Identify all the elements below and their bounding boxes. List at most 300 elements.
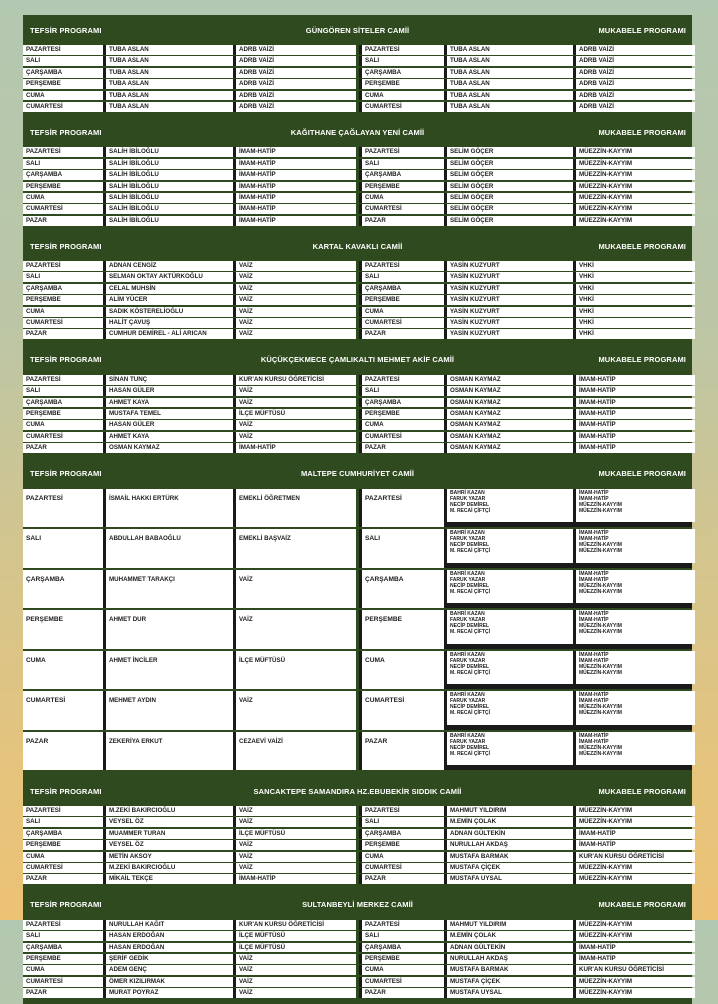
- section-header: [23, 15, 692, 45]
- title-cell: İMAM-HATİP İMAM-HATİP MÜEZZİN-KAYYIM MÜEZZİN-KAYYIM: [576, 732, 695, 766]
- table-row: [23, 920, 356, 930]
- title-cell: MÜEZZİN-KAYYIM: [576, 920, 695, 930]
- table-row: [359, 965, 692, 975]
- name-cell: TUBA ASLAN: [106, 45, 233, 55]
- title-cell: İMAM-HATİP: [236, 874, 356, 884]
- title-cell: VHKİ: [576, 318, 695, 328]
- table-row: [359, 943, 692, 953]
- title-cell: VAİZ: [236, 272, 356, 282]
- name-cell: BAHRİ KAZAN FARUK YAZAR NECİP DEMİREL M. RECAİ ÇİFTÇİ: [447, 651, 573, 685]
- name-cell: TUBA ASLAN: [447, 68, 573, 78]
- title-cell: MÜEZZİN-KAYYIM: [576, 977, 695, 987]
- title-cell: İMAM-HATİP: [236, 159, 356, 169]
- title-cell: MÜEZZİN-KAYYIM: [576, 988, 695, 998]
- name-cell: OSMAN KAYMAZ: [447, 409, 573, 419]
- day-cell: PAZARTESİ: [23, 45, 103, 55]
- name-cell: TUBA ASLAN: [106, 56, 233, 66]
- mosque-title: KARTAL KAVAKLI CAMİİ: [312, 241, 403, 251]
- table-row: [23, 570, 356, 609]
- table-row: [23, 204, 356, 214]
- table-row: [23, 295, 356, 305]
- name-cell: ADEM GENÇ: [106, 965, 233, 975]
- mukabele-program-label: MUKABELE PROGRAMI: [598, 355, 686, 365]
- mosque-section: [23, 890, 692, 1004]
- day-cell: CUMARTESİ: [362, 691, 444, 730]
- day-cell: CUMA: [23, 193, 103, 203]
- name-cell: SELİM GÖÇER: [447, 216, 573, 226]
- title-cell: ADRB VAİZİ: [576, 91, 695, 101]
- table-row: [359, 610, 692, 649]
- table-row: [23, 829, 356, 839]
- day-cell: PAZAR: [23, 329, 103, 339]
- title-cell: VAİZ: [236, 806, 356, 816]
- title-cell: İMAM-HATİP: [576, 954, 695, 964]
- title-cell: İMAM-HATİP: [236, 443, 356, 453]
- name-cell: SELİM GÖÇER: [447, 182, 573, 192]
- table-row: [359, 409, 692, 419]
- table-row: [359, 318, 692, 328]
- table-row: [23, 420, 356, 430]
- name-cell: MUSTAFA UYSAL: [447, 988, 573, 998]
- day-cell: PAZAR: [362, 732, 444, 771]
- title-cell: VAİZ: [236, 307, 356, 317]
- table-row: [359, 852, 692, 862]
- name-cell: HALİT ÇAVUŞ: [106, 318, 233, 328]
- day-cell: CUMARTESİ: [23, 204, 103, 214]
- day-cell: CUMA: [362, 420, 444, 430]
- title-cell: ADRB VAİZİ: [236, 91, 356, 101]
- table-row: [359, 732, 692, 771]
- day-cell: PERŞEMBE: [362, 610, 444, 649]
- table-row: [23, 732, 356, 771]
- day-cell: SALI: [23, 817, 103, 827]
- day-cell: SALI: [23, 386, 103, 396]
- title-cell: KUR'AN KURSU ÖĞRETİCİSİ: [576, 852, 695, 862]
- day-cell: PAZARTESİ: [362, 489, 444, 528]
- day-cell: CUMARTESİ: [23, 977, 103, 987]
- table-row: [359, 931, 692, 941]
- table-row: [23, 840, 356, 850]
- name-cell: SELMAN OKTAY AKTÜRKOĞLU: [106, 272, 233, 282]
- title-cell: İLÇE MÜFTÜSÜ: [236, 409, 356, 419]
- title-cell: KUR'AN KURSU ÖĞRETİCİSİ: [236, 375, 356, 385]
- day-cell: ÇARŞAMBA: [362, 284, 444, 294]
- day-cell: SALI: [362, 529, 444, 568]
- title-cell: İMAM-HATİP: [236, 182, 356, 192]
- table-row: [23, 651, 356, 690]
- name-cell: SALİH İBİLOĞLU: [106, 193, 233, 203]
- mosque-section: [23, 15, 692, 117]
- day-cell: CUMARTESİ: [362, 977, 444, 987]
- table-row: [23, 610, 356, 649]
- day-cell: SALI: [362, 386, 444, 396]
- title-cell: VAİZ: [236, 954, 356, 964]
- tefsir-table: [23, 147, 356, 227]
- mosque-title: MALTEPE CUMHURİYET CAMİİ: [300, 469, 415, 479]
- day-cell: PERŞEMBE: [362, 79, 444, 89]
- table-row: [23, 443, 356, 453]
- section-header: [23, 231, 692, 261]
- name-cell: YASİN KUZYURT: [447, 261, 573, 271]
- name-cell: İSMAİL HAKKI ERTÜRK: [106, 489, 233, 528]
- title-cell: VHKİ: [576, 329, 695, 339]
- mosque-title: GÜNGÖREN SİTELER CAMİİ: [305, 25, 410, 35]
- day-cell: PERŞEMBE: [23, 954, 103, 964]
- mukabele-table: [359, 147, 692, 227]
- title-cell: MÜEZZİN-KAYYIM: [576, 159, 695, 169]
- name-cell: HASAN GÜLER: [106, 386, 233, 396]
- name-cell: AHMET DUR: [106, 610, 233, 649]
- name-cell: MİKAİL TEKÇE: [106, 874, 233, 884]
- name-cell: OSMAN KAYMAZ: [447, 375, 573, 385]
- tefsir-table: [23, 261, 356, 341]
- day-cell: PAZARTESİ: [23, 489, 103, 528]
- table-row: [23, 489, 356, 528]
- title-cell: VAİZ: [236, 977, 356, 987]
- table-row: [359, 651, 692, 690]
- name-cell: MUSTAFA BARMAK: [447, 852, 573, 862]
- table-row: [359, 170, 692, 180]
- title-cell: İLÇE MÜFTÜSÜ: [236, 931, 356, 941]
- mukabele-table: [359, 489, 692, 773]
- table-row: [23, 307, 356, 317]
- day-cell: ÇARŞAMBA: [362, 170, 444, 180]
- day-cell: PERŞEMBE: [362, 295, 444, 305]
- name-cell: ZEKERİYA ERKUT: [106, 732, 233, 771]
- day-cell: CUMARTESİ: [362, 204, 444, 214]
- table-row: [359, 182, 692, 192]
- mosque-title: SANCAKTEPE SAMANDIRA HZ.EBUBEKİR SIDDIK CAMİİ: [253, 786, 462, 796]
- name-cell: MEHMET AYDIN: [106, 691, 233, 730]
- tefsir-table: [23, 489, 356, 773]
- mosque-title: KÜÇÜKÇEKMECE ÇAMLIKALTI MEHMET AKİF CAMİİ: [260, 355, 455, 365]
- title-cell: VAİZ: [236, 863, 356, 873]
- table-row: [359, 386, 692, 396]
- title-cell: VAİZ: [236, 318, 356, 328]
- table-row: [23, 432, 356, 442]
- mukabele-table: [359, 806, 692, 886]
- title-cell: İMAM-HATİP: [576, 375, 695, 385]
- table-row: [359, 147, 692, 157]
- name-cell: NURULLAH AKDAŞ: [447, 954, 573, 964]
- title-cell: MÜEZZİN-KAYYIM: [576, 874, 695, 884]
- section-header: [23, 345, 692, 375]
- tefsir-table: [23, 375, 356, 455]
- title-cell: MÜEZZİN-KAYYIM: [576, 216, 695, 226]
- table-row: [23, 375, 356, 385]
- title-cell: VHKİ: [576, 307, 695, 317]
- name-cell: SALİH İBİLOĞLU: [106, 204, 233, 214]
- day-cell: ÇARŞAMBA: [23, 829, 103, 839]
- title-cell: İMAM-HATİP: [576, 443, 695, 453]
- section-header: [23, 117, 692, 147]
- table-row: [359, 204, 692, 214]
- name-cell: MUSTAFA ÇİÇEK: [447, 977, 573, 987]
- name-cell: TUBA ASLAN: [447, 45, 573, 55]
- title-cell: İMAM-HATİP: [236, 204, 356, 214]
- title-cell: İLÇE MÜFTÜSÜ: [236, 829, 356, 839]
- day-cell: PAZARTESİ: [362, 147, 444, 157]
- table-row: [23, 159, 356, 169]
- table-row: [359, 56, 692, 66]
- title-cell: İMAM-HATİP: [236, 170, 356, 180]
- day-cell: PAZARTESİ: [23, 920, 103, 930]
- tefsir-program-label: TEFSİR PROGRAMI: [30, 786, 102, 796]
- tefsir-table: [23, 806, 356, 886]
- table-row: [23, 284, 356, 294]
- table-row: [23, 817, 356, 827]
- mukabele-program-label: MUKABELE PROGRAMI: [598, 127, 686, 137]
- mosque-title: SULTANBEYLİ MERKEZ CAMİİ: [302, 900, 413, 910]
- table-row: [359, 102, 692, 112]
- name-cell: BAHRİ KAZAN FARUK YAZAR NECİP DEMİREL M. RECAİ ÇİFTÇİ: [447, 732, 573, 766]
- name-cell: OSMAN KAYMAZ: [447, 386, 573, 396]
- mukabele-program-label: MUKABELE PROGRAMI: [598, 900, 686, 910]
- table-row: [23, 386, 356, 396]
- day-cell: PAZARTESİ: [362, 806, 444, 816]
- table-row: [359, 398, 692, 408]
- title-cell: VAİZ: [236, 329, 356, 339]
- mukabele-program-label: MUKABELE PROGRAMI: [598, 469, 686, 479]
- name-cell: AHMET KAYA: [106, 432, 233, 442]
- name-cell: VEYSEL ÖZ: [106, 840, 233, 850]
- name-cell: ALİM YÜCER: [106, 295, 233, 305]
- title-cell: ADRB VAİZİ: [236, 102, 356, 112]
- title-cell: MÜEZZİN-KAYYIM: [576, 193, 695, 203]
- table-row: [23, 806, 356, 816]
- table-row: [23, 193, 356, 203]
- title-cell: ADRB VAİZİ: [236, 45, 356, 55]
- table-row: [359, 817, 692, 827]
- table-row: [23, 261, 356, 271]
- section-header: [23, 776, 692, 806]
- day-cell: SALI: [23, 931, 103, 941]
- title-cell: VAİZ: [236, 840, 356, 850]
- table-row: [23, 91, 356, 101]
- day-cell: PAZAR: [23, 874, 103, 884]
- name-cell: TUBA ASLAN: [106, 79, 233, 89]
- title-cell: İMAM-HATİP İMAM-HATİP MÜEZZİN-KAYYIM MÜEZZİN-KAYYIM: [576, 691, 695, 725]
- day-cell: ÇARŞAMBA: [23, 68, 103, 78]
- name-cell: TUBA ASLAN: [106, 91, 233, 101]
- day-cell: ÇARŞAMBA: [23, 943, 103, 953]
- name-cell: ÖMER KIZILIRMAK: [106, 977, 233, 987]
- table-row: [23, 329, 356, 339]
- day-cell: ÇARŞAMBA: [362, 570, 444, 609]
- day-cell: CUMA: [362, 91, 444, 101]
- table-row: [359, 691, 692, 730]
- mukabele-table: [359, 261, 692, 341]
- name-cell: MUSTAFA ÇİÇEK: [447, 863, 573, 873]
- day-cell: PAZARTESİ: [23, 261, 103, 271]
- title-cell: İMAM-HATİP: [236, 216, 356, 226]
- mosque-title: KAĞITHANE ÇAĞLAYAN YENİ CAMİİ: [290, 127, 425, 137]
- title-cell: MÜEZZİN-KAYYIM: [576, 863, 695, 873]
- name-cell: M.EMİN ÇOLAK: [447, 817, 573, 827]
- day-cell: PAZARTESİ: [362, 920, 444, 930]
- name-cell: SELİM GÖÇER: [447, 147, 573, 157]
- table-row: [23, 147, 356, 157]
- name-cell: TUBA ASLAN: [106, 68, 233, 78]
- table-row: [359, 193, 692, 203]
- day-cell: PAZARTESİ: [362, 45, 444, 55]
- day-cell: PERŞEMBE: [23, 295, 103, 305]
- day-cell: PERŞEMBE: [362, 409, 444, 419]
- title-cell: VAİZ: [236, 988, 356, 998]
- table-row: [359, 45, 692, 55]
- day-cell: SALI: [362, 272, 444, 282]
- day-cell: PAZAR: [362, 874, 444, 884]
- table-row: [359, 432, 692, 442]
- day-cell: CUMA: [23, 852, 103, 862]
- title-cell: VAİZ: [236, 261, 356, 271]
- name-cell: CELAL MUHSİN: [106, 284, 233, 294]
- name-cell: HASAN GÜLER: [106, 420, 233, 430]
- name-cell: MUHAMMET TARAKÇI: [106, 570, 233, 609]
- day-cell: SALI: [362, 931, 444, 941]
- table-row: [359, 79, 692, 89]
- name-cell: HASAN ERDOĞAN: [106, 931, 233, 941]
- section-header: [23, 459, 692, 489]
- tefsir-table: [23, 45, 356, 113]
- day-cell: PAZARTESİ: [362, 261, 444, 271]
- title-cell: VAİZ: [236, 965, 356, 975]
- title-cell: VAİZ: [236, 852, 356, 862]
- name-cell: OSMAN KAYMAZ: [447, 432, 573, 442]
- name-cell: MUAMMER TURAN: [106, 829, 233, 839]
- name-cell: BAHRİ KAZAN FARUK YAZAR NECİP DEMİREL M. RECAİ ÇİFTÇİ: [447, 691, 573, 725]
- table-row: [23, 977, 356, 987]
- title-cell: ADRB VAİZİ: [236, 79, 356, 89]
- name-cell: HASAN ERDOĞAN: [106, 943, 233, 953]
- day-cell: ÇARŞAMBA: [23, 570, 103, 609]
- table-row: [359, 375, 692, 385]
- mosque-section: [23, 776, 692, 890]
- table-row: [359, 977, 692, 987]
- title-cell: KUR'AN KURSU ÖĞRETİCİSİ: [236, 920, 356, 930]
- name-cell: SELİM GÖÇER: [447, 159, 573, 169]
- name-cell: YASİN KUZYURT: [447, 307, 573, 317]
- title-cell: İMAM-HATİP: [576, 943, 695, 953]
- table-row: [23, 102, 356, 112]
- day-cell: PERŞEMBE: [23, 79, 103, 89]
- table-row: [359, 272, 692, 282]
- day-cell: PAZAR: [23, 988, 103, 998]
- table-row: [23, 863, 356, 873]
- name-cell: SELİM GÖÇER: [447, 170, 573, 180]
- table-row: [359, 295, 692, 305]
- day-cell: PERŞEMBE: [362, 954, 444, 964]
- day-cell: SALI: [23, 529, 103, 568]
- day-cell: PAZAR: [23, 443, 103, 453]
- day-cell: CUMA: [23, 965, 103, 975]
- title-cell: VHKİ: [576, 284, 695, 294]
- day-cell: CUMARTESİ: [23, 102, 103, 112]
- title-cell: CEZAEVİ VAİZİ: [236, 732, 356, 771]
- name-cell: TUBA ASLAN: [447, 102, 573, 112]
- section-header: [23, 890, 692, 920]
- mukabele-table: [359, 45, 692, 113]
- table-row: [359, 570, 692, 609]
- title-cell: İMAM-HATİP: [236, 147, 356, 157]
- name-cell: BAHRİ KAZAN FARUK YAZAR NECİP DEMİREL M. RECAİ ÇİFTÇİ: [447, 570, 573, 604]
- day-cell: CUMA: [23, 420, 103, 430]
- title-cell: MÜEZZİN-KAYYIM: [576, 931, 695, 941]
- day-cell: PERŞEMBE: [23, 840, 103, 850]
- name-cell: MAHMUT YILDIRIM: [447, 806, 573, 816]
- name-cell: OSMAN KAYMAZ: [447, 398, 573, 408]
- table-row: [23, 874, 356, 884]
- name-cell: YASİN KUZYURT: [447, 295, 573, 305]
- table-row: [23, 398, 356, 408]
- day-cell: SALI: [23, 159, 103, 169]
- name-cell: SALİH İBİLOĞLU: [106, 182, 233, 192]
- table-row: [359, 159, 692, 169]
- day-cell: PERŞEMBE: [23, 610, 103, 649]
- mosque-section: [23, 459, 692, 777]
- title-cell: İMAM-HATİP: [576, 420, 695, 430]
- day-cell: ÇARŞAMBA: [23, 398, 103, 408]
- day-cell: CUMARTESİ: [362, 863, 444, 873]
- day-cell: PAZARTESİ: [23, 806, 103, 816]
- name-cell: AHMET KAYA: [106, 398, 233, 408]
- day-cell: PAZARTESİ: [23, 375, 103, 385]
- title-cell: MÜEZZİN-KAYYIM: [576, 204, 695, 214]
- title-cell: MÜEZZİN-KAYYIM: [576, 182, 695, 192]
- name-cell: TUBA ASLAN: [447, 91, 573, 101]
- title-cell: İLÇE MÜFTÜSÜ: [236, 943, 356, 953]
- name-cell: BAHRİ KAZAN FARUK YAZAR NECİP DEMİREL M. RECAİ ÇİFTÇİ: [447, 489, 573, 523]
- title-cell: İMAM-HATİP: [236, 193, 356, 203]
- table-row: [23, 170, 356, 180]
- name-cell: ADNAN CENGİZ: [106, 261, 233, 271]
- table-row: [23, 943, 356, 953]
- title-cell: VAİZ: [236, 420, 356, 430]
- mosque-section: [23, 231, 692, 345]
- title-cell: KUR'AN KURSU ÖĞRETİCİSİ: [576, 965, 695, 975]
- name-cell: ABDULLAH BABAOĞLU: [106, 529, 233, 568]
- day-cell: PERŞEMBE: [23, 409, 103, 419]
- title-cell: VAİZ: [236, 570, 356, 609]
- table-row: [23, 56, 356, 66]
- name-cell: VEYSEL ÖZ: [106, 817, 233, 827]
- title-cell: ADRB VAİZİ: [236, 56, 356, 66]
- day-cell: ÇARŞAMBA: [362, 829, 444, 839]
- day-cell: CUMA: [362, 852, 444, 862]
- table-row: [359, 806, 692, 816]
- table-row: [359, 840, 692, 850]
- day-cell: CUMA: [23, 307, 103, 317]
- title-cell: İMAM-HATİP: [576, 840, 695, 850]
- name-cell: SADIK KÖSTERELİOĞLU: [106, 307, 233, 317]
- title-cell: İMAM-HATİP İMAM-HATİP MÜEZZİN-KAYYIM MÜEZZİN-KAYYIM: [576, 651, 695, 685]
- table-row: [23, 965, 356, 975]
- title-cell: İMAM-HATİP İMAM-HATİP MÜEZZİN-KAYYIM MÜEZZİN-KAYYIM: [576, 489, 695, 523]
- name-cell: BAHRİ KAZAN FARUK YAZAR NECİP DEMİREL M. RECAİ ÇİFTÇİ: [447, 529, 573, 563]
- title-cell: ADRB VAİZİ: [576, 102, 695, 112]
- title-cell: MÜEZZİN-KAYYIM: [576, 147, 695, 157]
- name-cell: OSMAN KAYMAZ: [447, 443, 573, 453]
- name-cell: YASİN KUZYURT: [447, 272, 573, 282]
- name-cell: ŞERİF GEDİK: [106, 954, 233, 964]
- table-row: [23, 216, 356, 226]
- day-cell: CUMARTESİ: [362, 102, 444, 112]
- title-cell: VAİZ: [236, 432, 356, 442]
- table-row: [359, 68, 692, 78]
- name-cell: MAHMUT YILDIRIM: [447, 920, 573, 930]
- day-cell: PAZARTESİ: [23, 147, 103, 157]
- table-row: [359, 829, 692, 839]
